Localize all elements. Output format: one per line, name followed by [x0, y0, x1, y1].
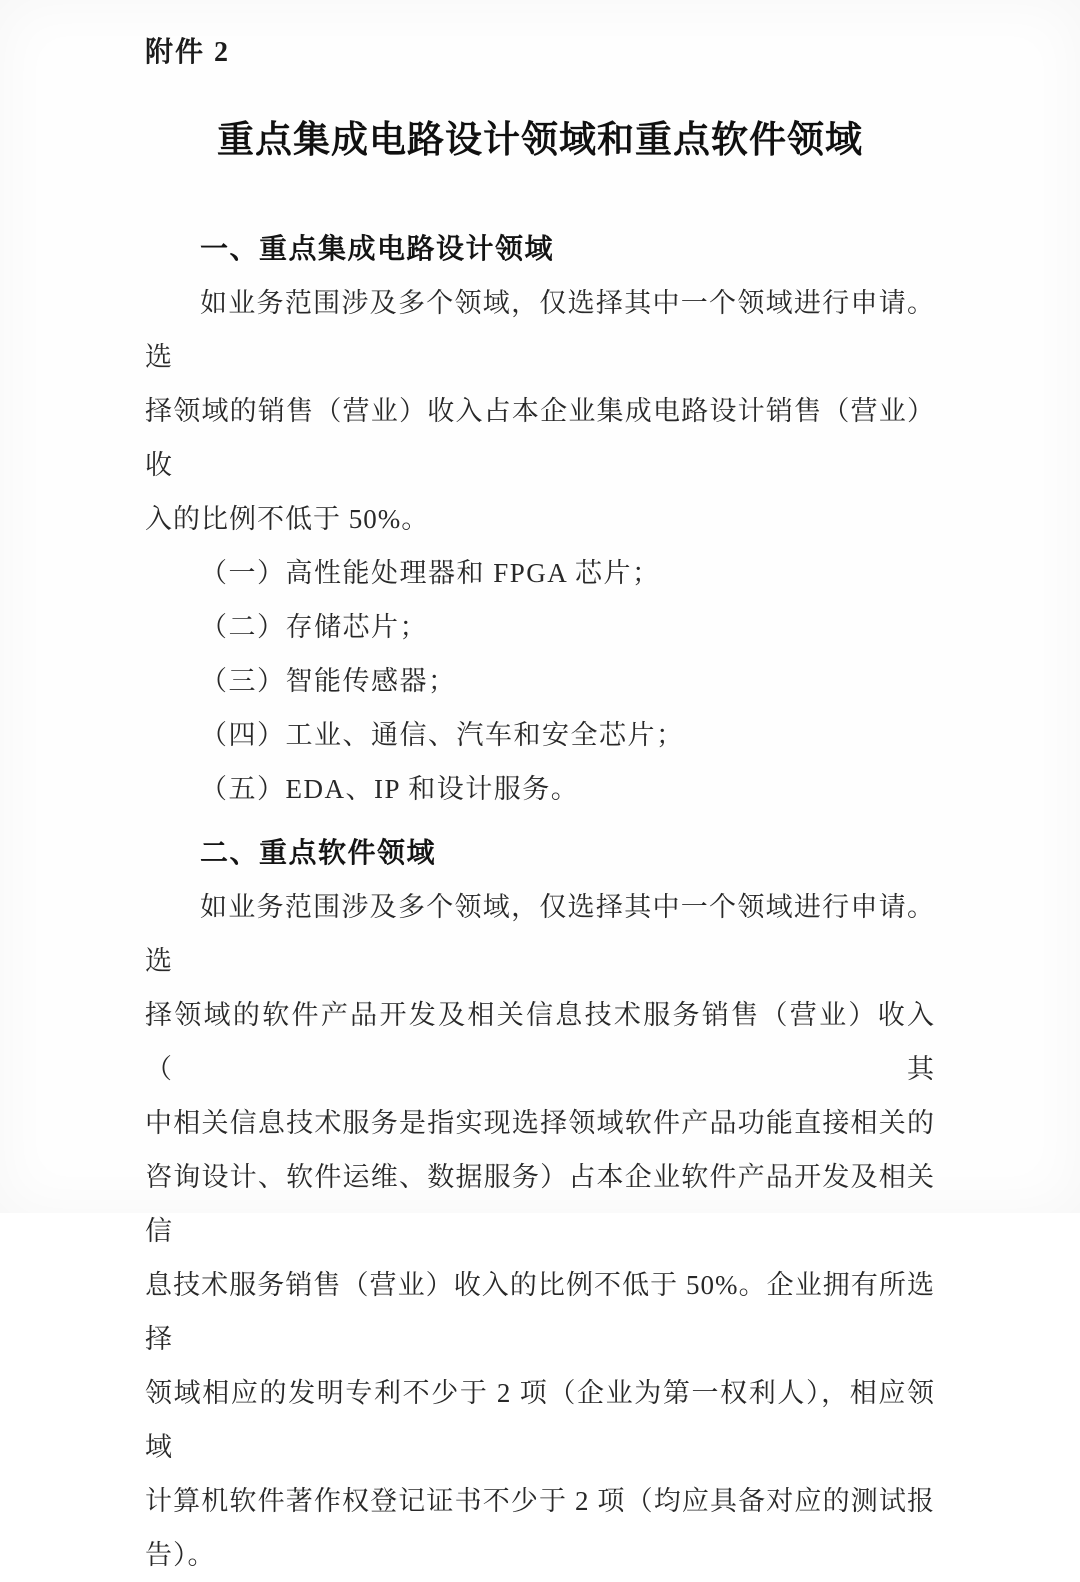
list-item-eda-ip-design-service: （五）EDA、IP 和设计服务。 — [200, 774, 580, 804]
paragraph-line: 如业务范围涉及多个领域，仅选择其中一个领域进行申请。选 — [145, 288, 935, 372]
list-item-hp-processor-fpga: （一）高性能处理器和 FPGA 芯片； — [200, 558, 661, 588]
paragraph-line: 择领域的软件产品开发及相关信息技术服务销售（营业）收入（其 — [145, 1000, 935, 1084]
paragraph-line: 息技术服务销售（营业）收入的比例不低于 50%。企业拥有所选择 — [145, 1270, 935, 1354]
paragraph-line: 咨询设计、软件运维、数据服务）占本企业软件产品开发及相关信 — [145, 1162, 935, 1246]
section-heading-ic-design: 一、重点集成电路设计领域 — [200, 233, 555, 264]
paragraph-line: 中相关信息技术服务是指实现选择领域软件产品功能直接相关的 — [145, 1108, 935, 1138]
list-item-smart-sensor: （三）智能传感器； — [200, 666, 457, 696]
paragraph-line: 计算机软件著作权登记证书不少于 2 项（均应具备对应的测试报 — [145, 1486, 935, 1516]
section-heading-software: 二、重点软件领域 — [200, 837, 437, 868]
paragraph-line: 择领域的销售（营业）收入占本企业集成电路设计销售（营业）收 — [145, 396, 935, 480]
list-ic-design-fields — [145, 546, 935, 816]
attachment-label: 附件 2 — [145, 37, 231, 68]
paragraph-line: 领域相应的发明专利不少于 2 项（企业为第一权利人），相应领域 — [145, 1378, 935, 1462]
section-ic-design — [145, 222, 935, 816]
document-title: 重点集成电路设计领域和重点软件领域 — [217, 120, 863, 161]
paragraph-line: 如业务范围涉及多个领域，仅选择其中一个领域进行申请。选 — [145, 892, 935, 976]
section-software — [145, 826, 935, 1582]
paragraph-line: 告）。 — [145, 1540, 216, 1570]
paragraph-software — [145, 880, 935, 1582]
list-item-industrial-comm-auto-security: （四）工业、通信、汽车和安全芯片； — [200, 720, 685, 750]
paragraph-line: 入的比例不低于 50%。 — [145, 504, 430, 534]
paragraph-ic-design — [145, 276, 935, 546]
list-item-memory-chip: （二）存储芯片； — [200, 612, 428, 642]
